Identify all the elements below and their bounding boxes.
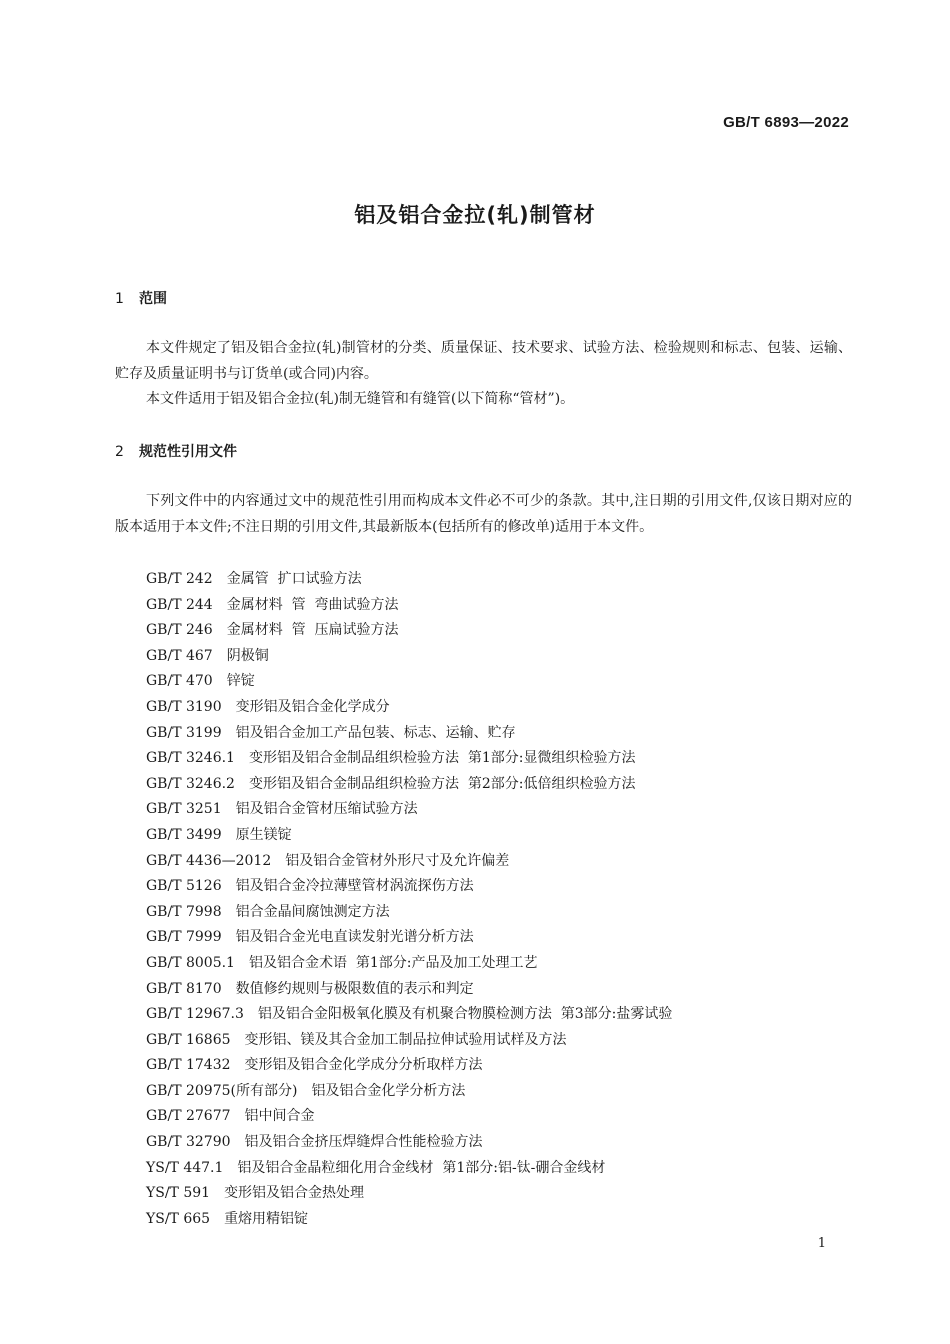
section-number: 2 bbox=[115, 444, 124, 460]
reference-title: 铝及铝合金术语 第1部分:产品及加工处理工艺 bbox=[248, 954, 538, 971]
reference-item bbox=[146, 1079, 672, 1105]
reference-title: 变形铝及铝合金热处理 bbox=[224, 1185, 365, 1202]
reference-code: GB/T 246 bbox=[146, 622, 213, 639]
reference-title: 铝及铝合金管材压缩试验方法 bbox=[235, 801, 418, 818]
reference-item bbox=[146, 593, 672, 619]
reference-code: GB/T 12967.3 bbox=[146, 1006, 244, 1023]
reference-item bbox=[146, 1053, 672, 1079]
references-intro-paragraph: 下列文件中的内容通过文中的规范性引用而构成本文件必不可少的条款。其中,注日期的引用文件,仅该日期对应的版本适用于本文件;不注日期的引用文件,其最新版本(包括所有的修改单)适用于本文件。 bbox=[115, 493, 852, 535]
reference-code: GB/T 4436—2012 bbox=[146, 852, 272, 869]
reference-title: 铝及铝合金管材外形尺寸及允许偏差 bbox=[285, 852, 510, 869]
section-title: 范围 bbox=[139, 291, 167, 307]
reference-code: GB/T 242 bbox=[146, 571, 213, 587]
reference-item bbox=[146, 618, 672, 644]
reference-code: GB/T 470 bbox=[146, 673, 213, 690]
section-2-heading bbox=[115, 441, 237, 461]
reference-title: 变形铝及铝合金化学成分 bbox=[235, 698, 390, 715]
reference-item bbox=[146, 1156, 672, 1182]
reference-code: GB/T 8005.1 bbox=[146, 954, 235, 971]
reference-title: 铝及铝合金光电直读发射光谱分析方法 bbox=[235, 929, 474, 946]
reference-code: GB/T 27677 bbox=[146, 1108, 231, 1125]
reference-title: 铝及铝合金阳极氧化膜及有机聚合物膜检测方法 第3部分:盐雾试验 bbox=[257, 1006, 673, 1023]
reference-code: GB/T 244 bbox=[146, 596, 213, 613]
reference-item bbox=[146, 746, 672, 772]
reference-title: 铝及铝合金挤压焊缝焊合性能检验方法 bbox=[244, 1134, 483, 1151]
reference-title: 铝及铝合金冷拉薄壁管材涡流探伤方法 bbox=[235, 878, 474, 895]
reference-item bbox=[146, 849, 672, 875]
reference-item bbox=[146, 772, 672, 798]
reference-item bbox=[146, 823, 672, 849]
reference-item bbox=[146, 567, 672, 593]
reference-title: 变形铝及铝合金制品组织检验方法 第1部分:显微组织检验方法 bbox=[248, 750, 636, 767]
reference-code: GB/T 5126 bbox=[146, 878, 222, 895]
reference-item bbox=[146, 1181, 672, 1207]
reference-title: 铝及铝合金化学分析方法 bbox=[311, 1082, 466, 1099]
reference-title: 变形铝、镁及其合金加工制品拉伸试验用试样及方法 bbox=[244, 1031, 567, 1048]
reference-title: 铝及铝合金加工产品包装、标志、运输、贮存 bbox=[235, 724, 516, 741]
reference-title: 金属材料 管 弯曲试验方法 bbox=[226, 596, 399, 613]
reference-code: YS/T 447.1 bbox=[146, 1159, 224, 1176]
reference-item bbox=[146, 1028, 672, 1054]
reference-code: GB/T 8170 bbox=[146, 980, 222, 997]
reference-title: 变形铝及铝合金制品组织检验方法 第2部分:低倍组织检验方法 bbox=[248, 775, 636, 792]
reference-item bbox=[146, 695, 672, 721]
reference-title: 数值修约规则与极限数值的表示和判定 bbox=[235, 980, 474, 997]
reference-item bbox=[146, 925, 672, 951]
reference-title: 原生镁锭 bbox=[235, 826, 292, 843]
reference-title: 锌锭 bbox=[226, 673, 255, 690]
reference-item bbox=[146, 874, 672, 900]
reference-title: 铝及铝合金晶粒细化用合金线材 第1部分:铝-钛-硼合金线材 bbox=[237, 1159, 606, 1176]
reference-item bbox=[146, 1002, 672, 1028]
reference-title: 金属材料 管 压扁试验方法 bbox=[226, 622, 399, 639]
reference-code: YS/T 591 bbox=[146, 1185, 211, 1202]
section-1-heading bbox=[115, 288, 167, 308]
reference-title: 铝合金晶间腐蚀测定方法 bbox=[235, 903, 390, 920]
reference-title: 阴极铜 bbox=[226, 647, 269, 664]
reference-title: 铝中间合金 bbox=[244, 1108, 315, 1125]
reference-code: GB/T 20975(所有部分) bbox=[146, 1082, 298, 1099]
reference-code: YS/T 665 bbox=[146, 1210, 211, 1227]
reference-item bbox=[146, 1207, 672, 1233]
document-title: 铝及铝合金拉(轧)制管材 bbox=[354, 203, 596, 227]
normative-references-list bbox=[146, 567, 672, 1232]
reference-code: GB/T 3251 bbox=[146, 801, 222, 818]
reference-title: 金属管 扩口试验方法 bbox=[226, 571, 362, 587]
reference-item bbox=[146, 900, 672, 926]
reference-item bbox=[146, 669, 672, 695]
section-title: 规范性引用文件 bbox=[139, 444, 237, 460]
reference-item bbox=[146, 797, 672, 823]
scope-paragraph: 本文件规定了铝及铝合金拉(轧)制管材的分类、质量保证、技术要求、试验方法、检验规则和标志、包装、运输、贮存及质量证明书与订货单(或合同)内容。 bbox=[115, 340, 852, 382]
reference-code: GB/T 3246.1 bbox=[146, 750, 235, 767]
reference-code: GB/T 3499 bbox=[146, 826, 222, 843]
reference-title: 变形铝及铝合金化学成分分析取样方法 bbox=[244, 1057, 483, 1074]
reference-code: GB/T 7998 bbox=[146, 903, 222, 920]
reference-item bbox=[146, 721, 672, 747]
reference-title: 重熔用精铝锭 bbox=[224, 1210, 309, 1227]
scope-paragraph: 本文件适用于铝及铝合金拉(轧)制无缝管和有缝管(以下简称“管材”)。 bbox=[146, 391, 575, 407]
reference-code: GB/T 17432 bbox=[146, 1057, 231, 1074]
reference-code: GB/T 467 bbox=[146, 647, 213, 664]
reference-item bbox=[146, 1130, 672, 1156]
reference-item bbox=[146, 977, 672, 1003]
reference-item bbox=[146, 951, 672, 977]
reference-code: GB/T 3199 bbox=[146, 724, 222, 741]
standard-code: GB/T 6893—2022 bbox=[723, 114, 849, 131]
reference-item bbox=[146, 1104, 672, 1130]
reference-code: GB/T 3190 bbox=[146, 698, 222, 715]
reference-code: GB/T 3246.2 bbox=[146, 775, 235, 792]
reference-code: GB/T 32790 bbox=[146, 1134, 231, 1151]
section-number: 1 bbox=[115, 291, 124, 307]
reference-item bbox=[146, 644, 672, 670]
page-number: 1 bbox=[817, 1236, 826, 1251]
reference-code: GB/T 16865 bbox=[146, 1031, 231, 1048]
reference-code: GB/T 7999 bbox=[146, 929, 222, 946]
